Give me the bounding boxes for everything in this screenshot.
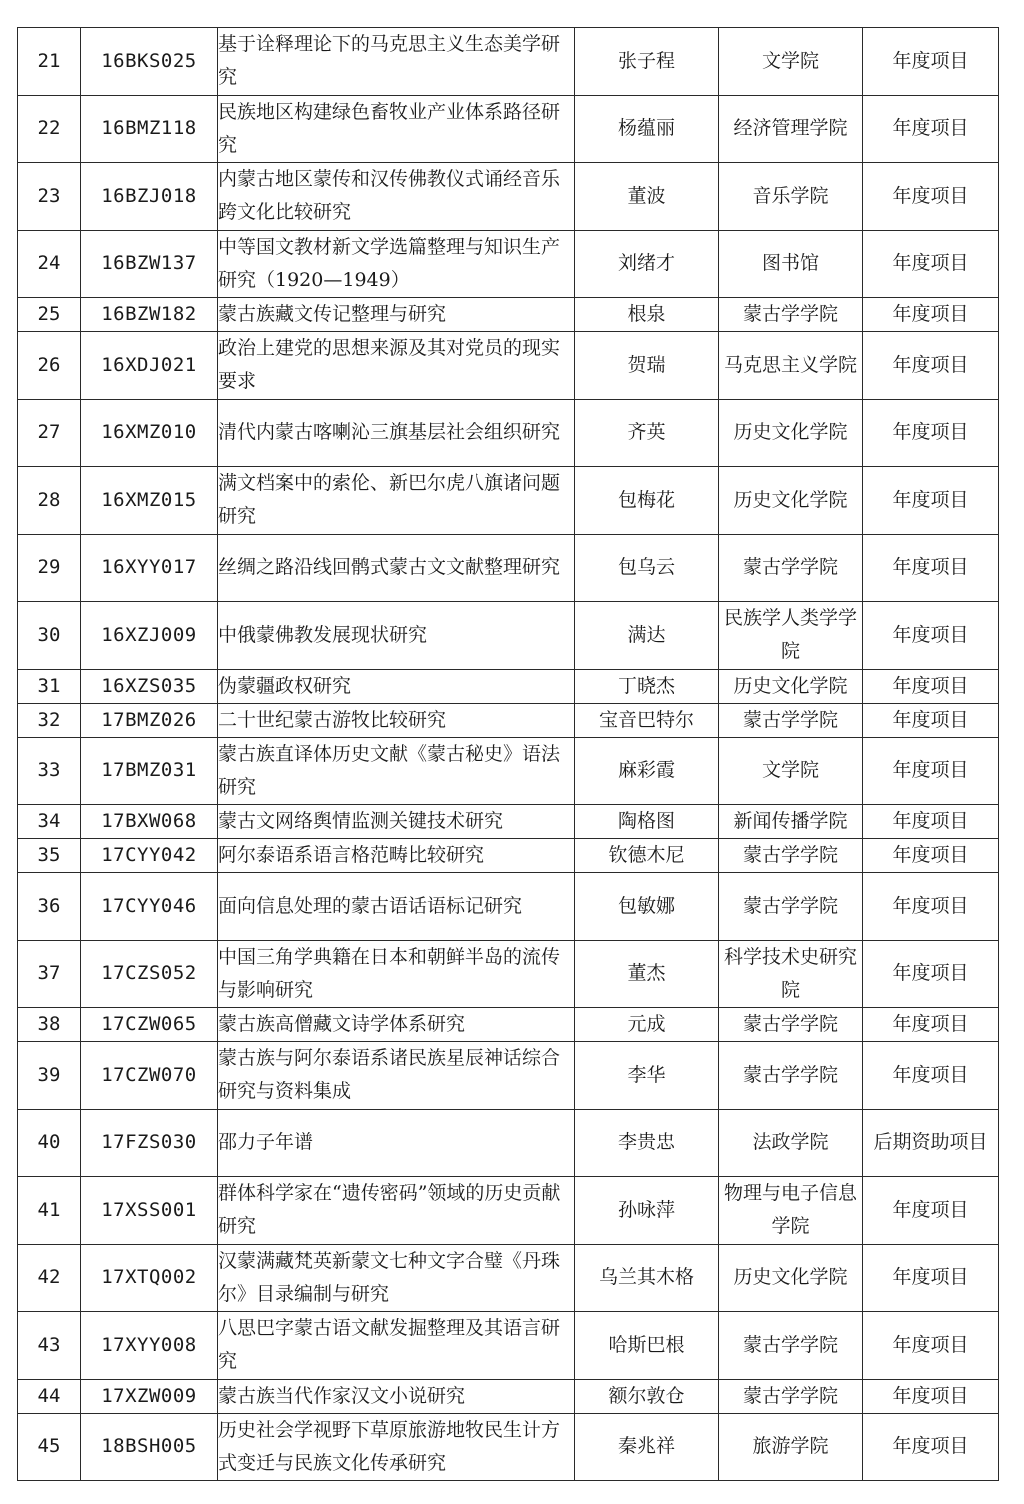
project-leader: 贺瑞 <box>575 332 719 400</box>
project-type: 年度项目 <box>863 602 999 670</box>
project-code: 17BXW068 <box>81 805 218 839</box>
department: 蒙古学学院 <box>719 839 863 873</box>
row-number: 22 <box>18 95 81 163</box>
project-leader: 秦兆祥 <box>575 1413 719 1481</box>
project-type: 年度项目 <box>863 163 999 231</box>
project-type: 年度项目 <box>863 298 999 332</box>
row-number: 38 <box>18 1008 81 1042</box>
table-row <box>18 298 999 332</box>
project-table <box>17 27 999 1481</box>
project-type: 年度项目 <box>863 1177 999 1245</box>
project-type: 年度项目 <box>863 1008 999 1042</box>
project-type: 年度项目 <box>863 1413 999 1481</box>
project-code: 17XTQ002 <box>81 1244 218 1312</box>
table-row <box>18 873 999 941</box>
row-number: 24 <box>18 230 81 298</box>
project-title: 蒙古族藏文传记整理与研究 <box>218 298 575 332</box>
project-type: 年度项目 <box>863 28 999 96</box>
project-code: 17XZW009 <box>81 1379 218 1413</box>
row-number: 43 <box>18 1312 81 1380</box>
project-code: 16XMZ010 <box>81 399 218 467</box>
department: 科学技术史研究院 <box>719 940 863 1008</box>
project-type: 年度项目 <box>863 940 999 1008</box>
project-leader: 李贵忠 <box>575 1109 719 1177</box>
project-leader: 额尔敦仓 <box>575 1379 719 1413</box>
project-type: 年度项目 <box>863 1244 999 1312</box>
project-code: 17FZS030 <box>81 1109 218 1177</box>
project-leader: 元成 <box>575 1008 719 1042</box>
project-type: 年度项目 <box>863 95 999 163</box>
row-number: 26 <box>18 332 81 400</box>
project-code: 17BMZ031 <box>81 737 218 805</box>
department: 文学院 <box>719 28 863 96</box>
table-row <box>18 95 999 163</box>
project-title: 蒙古文网络舆情监测关键技术研究 <box>218 805 575 839</box>
row-number: 27 <box>18 399 81 467</box>
table-row <box>18 467 999 535</box>
table-row <box>18 1413 999 1481</box>
project-title: 邵力子年谱 <box>218 1109 575 1177</box>
table-row <box>18 1109 999 1177</box>
department: 经济管理学院 <box>719 95 863 163</box>
project-title: 群体科学家在“遗传密码”领域的历史贡献研究 <box>218 1177 575 1245</box>
department: 蒙古学学院 <box>719 1379 863 1413</box>
project-title: 中俄蒙佛教发展现状研究 <box>218 602 575 670</box>
project-leader: 陶格图 <box>575 805 719 839</box>
table-row <box>18 1008 999 1042</box>
project-type: 年度项目 <box>863 1312 999 1380</box>
table-row <box>18 230 999 298</box>
row-number: 21 <box>18 28 81 96</box>
table-row <box>18 805 999 839</box>
table-row <box>18 737 999 805</box>
department: 物理与电子信息学院 <box>719 1177 863 1245</box>
project-leader: 满达 <box>575 602 719 670</box>
project-table-body <box>18 28 999 1481</box>
project-title: 历史社会学视野下草原旅游地牧民生计方式变迁与民族文化传承研究 <box>218 1413 575 1481</box>
project-type: 年度项目 <box>863 805 999 839</box>
project-leader: 董杰 <box>575 940 719 1008</box>
department: 蒙古学学院 <box>719 703 863 737</box>
table-row <box>18 669 999 703</box>
project-title: 基于诠释理论下的马克思主义生态美学研究 <box>218 28 575 96</box>
project-code: 17CYY042 <box>81 839 218 873</box>
project-type: 年度项目 <box>863 669 999 703</box>
row-number: 36 <box>18 873 81 941</box>
project-code: 17BMZ026 <box>81 703 218 737</box>
project-code: 17XYY008 <box>81 1312 218 1380</box>
department: 音乐学院 <box>719 163 863 231</box>
row-number: 34 <box>18 805 81 839</box>
project-title: 蒙古族当代作家汉文小说研究 <box>218 1379 575 1413</box>
project-type: 年度项目 <box>863 534 999 602</box>
department: 历史文化学院 <box>719 467 863 535</box>
table-row <box>18 534 999 602</box>
project-title: 中国三角学典籍在日本和朝鲜半岛的流传与影响研究 <box>218 940 575 1008</box>
project-title: 汉蒙满藏梵英新蒙文七种文字合璧《丹珠尔》目录编制与研究 <box>218 1244 575 1312</box>
project-leader: 宝音巴特尔 <box>575 703 719 737</box>
table-row <box>18 839 999 873</box>
project-leader: 杨蕴丽 <box>575 95 719 163</box>
table-row <box>18 1177 999 1245</box>
project-leader: 包梅花 <box>575 467 719 535</box>
row-number: 25 <box>18 298 81 332</box>
project-type: 年度项目 <box>863 399 999 467</box>
department: 蒙古学学院 <box>719 1312 863 1380</box>
project-title: 二十世纪蒙古游牧比较研究 <box>218 703 575 737</box>
department: 历史文化学院 <box>719 669 863 703</box>
row-number: 42 <box>18 1244 81 1312</box>
project-leader: 根泉 <box>575 298 719 332</box>
project-type: 年度项目 <box>863 467 999 535</box>
table-row <box>18 1312 999 1380</box>
department: 蒙古学学院 <box>719 534 863 602</box>
department: 法政学院 <box>719 1109 863 1177</box>
project-leader: 张子程 <box>575 28 719 96</box>
table-row <box>18 399 999 467</box>
row-number: 37 <box>18 940 81 1008</box>
project-code: 16XZS035 <box>81 669 218 703</box>
project-title: 阿尔泰语系语言格范畴比较研究 <box>218 839 575 873</box>
row-number: 23 <box>18 163 81 231</box>
project-title: 面向信息处理的蒙古语话语标记研究 <box>218 873 575 941</box>
project-code: 16XMZ015 <box>81 467 218 535</box>
department: 蒙古学学院 <box>719 298 863 332</box>
table-row <box>18 703 999 737</box>
project-type: 年度项目 <box>863 230 999 298</box>
project-type: 后期资助项目 <box>863 1109 999 1177</box>
project-title: 政治上建党的思想来源及其对党员的现实要求 <box>218 332 575 400</box>
project-leader: 李华 <box>575 1042 719 1110</box>
table-row <box>18 163 999 231</box>
project-code: 16BZW182 <box>81 298 218 332</box>
project-title: 伪蒙疆政权研究 <box>218 669 575 703</box>
project-leader: 乌兰其木格 <box>575 1244 719 1312</box>
project-type: 年度项目 <box>863 703 999 737</box>
project-title: 中等国文教材新文学选篇整理与知识生产研究（1920—1949） <box>218 230 575 298</box>
department: 历史文化学院 <box>719 399 863 467</box>
project-leader: 包乌云 <box>575 534 719 602</box>
project-leader: 钦德木尼 <box>575 839 719 873</box>
department: 蒙古学学院 <box>719 1042 863 1110</box>
table-row <box>18 1244 999 1312</box>
row-number: 44 <box>18 1379 81 1413</box>
table-row <box>18 1379 999 1413</box>
department: 新闻传播学院 <box>719 805 863 839</box>
project-type: 年度项目 <box>863 839 999 873</box>
project-title: 民族地区构建绿色畜牧业产业体系路径研究 <box>218 95 575 163</box>
project-type: 年度项目 <box>863 1042 999 1110</box>
project-code: 16XZJ009 <box>81 602 218 670</box>
project-type: 年度项目 <box>863 873 999 941</box>
project-leader: 包敏娜 <box>575 873 719 941</box>
row-number: 29 <box>18 534 81 602</box>
project-code: 18BSH005 <box>81 1413 218 1481</box>
row-number: 40 <box>18 1109 81 1177</box>
project-leader: 麻彩霞 <box>575 737 719 805</box>
project-title: 八思巴字蒙古语文献发掘整理及其语言研究 <box>218 1312 575 1380</box>
row-number: 30 <box>18 602 81 670</box>
project-code: 16BMZ118 <box>81 95 218 163</box>
department: 历史文化学院 <box>719 1244 863 1312</box>
row-number: 32 <box>18 703 81 737</box>
department: 图书馆 <box>719 230 863 298</box>
project-type: 年度项目 <box>863 1379 999 1413</box>
project-code: 16BKS025 <box>81 28 218 96</box>
row-number: 41 <box>18 1177 81 1245</box>
row-number: 39 <box>18 1042 81 1110</box>
department: 马克思主义学院 <box>719 332 863 400</box>
project-type: 年度项目 <box>863 737 999 805</box>
project-title: 蒙古族高僧藏文诗学体系研究 <box>218 1008 575 1042</box>
department: 蒙古学学院 <box>719 873 863 941</box>
project-leader: 哈斯巴根 <box>575 1312 719 1380</box>
project-title: 满文档案中的索伦、新巴尔虎八旗诸问题研究 <box>218 467 575 535</box>
project-type: 年度项目 <box>863 332 999 400</box>
project-code: 17CZW070 <box>81 1042 218 1110</box>
row-number: 45 <box>18 1413 81 1481</box>
department: 民族学人类学学院 <box>719 602 863 670</box>
project-leader: 刘绪才 <box>575 230 719 298</box>
project-leader: 孙咏萍 <box>575 1177 719 1245</box>
row-number: 28 <box>18 467 81 535</box>
row-number: 35 <box>18 839 81 873</box>
project-title: 丝绸之路沿线回鹘式蒙古文文献整理研究 <box>218 534 575 602</box>
project-code: 17XSS001 <box>81 1177 218 1245</box>
table-row <box>18 332 999 400</box>
project-title: 蒙古族与阿尔泰语系诸民族星辰神话综合研究与资料集成 <box>218 1042 575 1110</box>
project-leader: 董波 <box>575 163 719 231</box>
department: 旅游学院 <box>719 1413 863 1481</box>
row-number: 33 <box>18 737 81 805</box>
department: 文学院 <box>719 737 863 805</box>
project-code: 16BZJ018 <box>81 163 218 231</box>
table-row <box>18 28 999 96</box>
project-code: 17CYY046 <box>81 873 218 941</box>
project-code: 17CZS052 <box>81 940 218 1008</box>
project-code: 17CZW065 <box>81 1008 218 1042</box>
project-title: 清代内蒙古喀喇沁三旗基层社会组织研究 <box>218 399 575 467</box>
project-title: 内蒙古地区蒙传和汉传佛教仪式诵经音乐跨文化比较研究 <box>218 163 575 231</box>
table-row <box>18 602 999 670</box>
project-code: 16XDJ021 <box>81 332 218 400</box>
table-row <box>18 1042 999 1110</box>
project-leader: 齐英 <box>575 399 719 467</box>
row-number: 31 <box>18 669 81 703</box>
project-leader: 丁晓杰 <box>575 669 719 703</box>
table-row <box>18 940 999 1008</box>
project-code: 16XYY017 <box>81 534 218 602</box>
project-title: 蒙古族直译体历史文献《蒙古秘史》语法研究 <box>218 737 575 805</box>
department: 蒙古学学院 <box>719 1008 863 1042</box>
project-code: 16BZW137 <box>81 230 218 298</box>
